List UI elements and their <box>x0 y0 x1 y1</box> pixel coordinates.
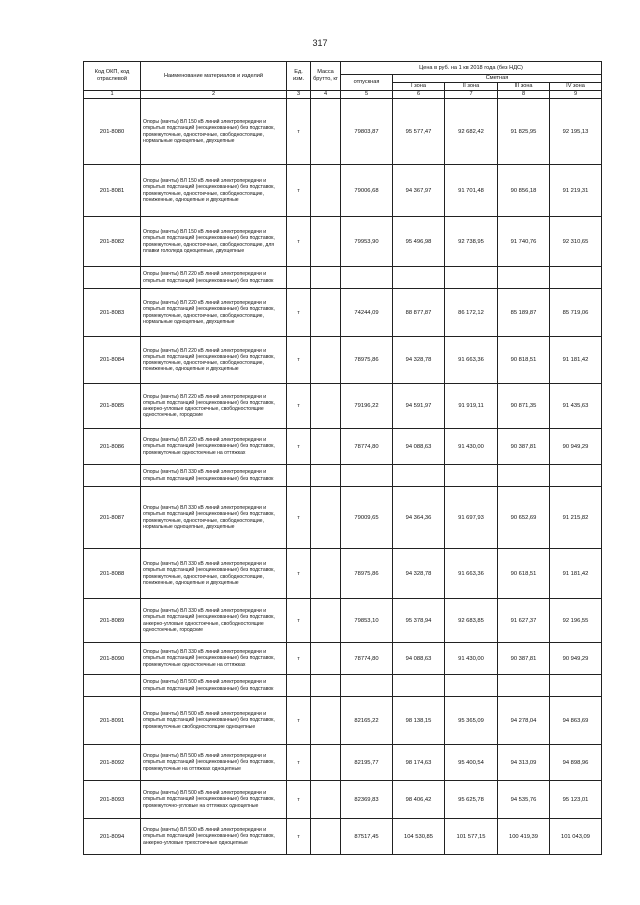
row-name: Опоры (мачты) ВЛ 220 кВ линий электропередачи и открытых подстанций (неоцинкованные) без подставок, промежуточные, одностоечные, свободностоящие, нормальные одноцепные, двухцепные <box>141 289 287 337</box>
row-unit <box>287 267 311 289</box>
row-zone-1-price <box>393 675 445 697</box>
row-zone-3-price: 90 818,51 <box>498 337 550 384</box>
row-name: Опоры (мачты) ВЛ 330 кВ линий электропередачи и открытых подстанций (неоцинкованные) без подставок, промежуточные, одностоечные, свободностоящие, нормальные одноцепные, двухцепные <box>141 487 287 549</box>
header-release: отпускная <box>341 75 393 91</box>
row-mass <box>311 465 341 487</box>
row-zone-4-price <box>550 267 602 289</box>
row-code <box>84 465 141 487</box>
row-unit: т <box>287 429 311 465</box>
row-unit: т <box>287 549 311 599</box>
row-name: Опоры (мачты) ВЛ 330 кВ линий электропередачи и открытых подстанций (неоцинкованные) без подставок <box>141 465 287 487</box>
column-number: 5 <box>341 91 393 99</box>
row-zone-1-price: 94 328,78 <box>393 549 445 599</box>
row-code: 201-8087 <box>84 487 141 549</box>
row-unit: т <box>287 819 311 855</box>
row-zone-4-price: 95 123,01 <box>550 781 602 819</box>
row-unit: т <box>287 781 311 819</box>
table-row <box>84 781 602 819</box>
header-estimate: Сметная <box>393 75 602 83</box>
table-row <box>84 289 602 337</box>
row-release-price <box>341 675 393 697</box>
row-name: Опоры (мачты) ВЛ 150 кВ линий электропередачи и открытых подстанций (неоцинкованные) без подставок, промежуточные, одностоечные, свободностоящие, нормальные одноцепные, двухцепные <box>141 99 287 165</box>
row-name: Опоры (мачты) ВЛ 150 кВ линий электропередачи и открытых подстанций (неоцинкованные) без подставок, промежуточные, одностоечные, свободностоящие, для плавки гололеда одноцепные, двухцепные <box>141 217 287 267</box>
row-zone-1-price: 94 367,97 <box>393 165 445 217</box>
row-zone-4-price <box>550 465 602 487</box>
row-unit: т <box>287 289 311 337</box>
row-code: 201-8092 <box>84 745 141 781</box>
row-name: Опоры (мачты) ВЛ 330 кВ линий электропередачи и открытых подстанций (неоцинкованные) без подставок, промежуточные, одностоечные, свободностоящие, пониженные, одноцепные и двухцепные <box>141 549 287 599</box>
row-zone-2-price: 91 663,36 <box>445 549 498 599</box>
row-unit: т <box>287 99 311 165</box>
row-zone-3-price: 94 313,09 <box>498 745 550 781</box>
table-body <box>84 99 602 855</box>
row-mass <box>311 599 341 643</box>
row-zone-4-price: 91 435,63 <box>550 384 602 429</box>
row-name: Опоры (мачты) ВЛ 220 кВ линий электропередачи и открытых подстанций (неоцинкованные) без подставок, промежуточные одностоечные на оттяжках <box>141 429 287 465</box>
row-zone-1-price: 94 088,63 <box>393 429 445 465</box>
row-zone-2-price: 95 365,09 <box>445 697 498 745</box>
row-zone-1-price: 94 088,63 <box>393 643 445 675</box>
row-zone-2-price: 91 697,93 <box>445 487 498 549</box>
header-zone-1: I зона <box>393 83 445 91</box>
row-mass <box>311 165 341 217</box>
table-row <box>84 675 602 697</box>
price-table <box>83 61 602 855</box>
row-zone-2-price: 92 738,95 <box>445 217 498 267</box>
header-price-title: Цена в руб. на 1 кв 2018 года (без НДС) <box>341 62 602 75</box>
row-zone-2-price: 91 663,36 <box>445 337 498 384</box>
row-unit: т <box>287 217 311 267</box>
row-name: Опоры (мачты) ВЛ 500 кВ линий электропередачи и открытых подстанций (неоцинкованные) без подставок, промежуточные свободностоящие одноцепные <box>141 697 287 745</box>
column-number: 2 <box>141 91 287 99</box>
row-zone-1-price: 94 328,78 <box>393 337 445 384</box>
row-mass <box>311 337 341 384</box>
row-code: 201-8089 <box>84 599 141 643</box>
row-zone-1-price: 94 591,97 <box>393 384 445 429</box>
row-release-price: 79853,10 <box>341 599 393 643</box>
row-release-price: 79196,22 <box>341 384 393 429</box>
row-zone-2-price: 91 430,00 <box>445 429 498 465</box>
table-row <box>84 217 602 267</box>
row-zone-4-price: 92 195,13 <box>550 99 602 165</box>
row-name: Опоры (мачты) ВЛ 330 кВ линий электропередачи и открытых подстанций (неоцинкованные) без подставок, промежуточные одностоечные на оттяжках <box>141 643 287 675</box>
header-zone-3: III зона <box>498 83 550 91</box>
row-zone-3-price: 94 278,04 <box>498 697 550 745</box>
row-unit <box>287 465 311 487</box>
row-unit: т <box>287 165 311 217</box>
row-name: Опоры (мачты) ВЛ 500 кВ линий электропередачи и открытых подстанций (неоцинкованные) без подставок, промежуточно-угловые на оттяжках одноцепные <box>141 781 287 819</box>
row-zone-3-price: 100 419,39 <box>498 819 550 855</box>
row-code <box>84 675 141 697</box>
row-zone-3-price <box>498 267 550 289</box>
row-mass <box>311 487 341 549</box>
row-mass <box>311 643 341 675</box>
row-mass <box>311 549 341 599</box>
row-zone-2-price: 95 625,78 <box>445 781 498 819</box>
row-unit: т <box>287 697 311 745</box>
row-release-price: 78774,80 <box>341 429 393 465</box>
row-zone-4-price: 91 181,42 <box>550 337 602 384</box>
row-release-price: 78975,86 <box>341 337 393 384</box>
row-zone-1-price <box>393 267 445 289</box>
table-row <box>84 819 602 855</box>
row-release-price: 74244,09 <box>341 289 393 337</box>
row-release-price: 82165,22 <box>341 697 393 745</box>
row-release-price: 87517,45 <box>341 819 393 855</box>
row-zone-2-price <box>445 675 498 697</box>
row-code: 201-8093 <box>84 781 141 819</box>
row-release-price: 79803,87 <box>341 99 393 165</box>
row-zone-3-price: 90 387,81 <box>498 429 550 465</box>
row-zone-3-price: 91 627,37 <box>498 599 550 643</box>
row-mass <box>311 675 341 697</box>
header-code: Код ОКП, код отраслевой <box>84 62 141 91</box>
column-number: 6 <box>393 91 445 99</box>
row-code: 201-8083 <box>84 289 141 337</box>
row-code <box>84 267 141 289</box>
row-zone-4-price: 94 898,96 <box>550 745 602 781</box>
row-zone-4-price: 94 863,69 <box>550 697 602 745</box>
row-zone-1-price: 95 496,98 <box>393 217 445 267</box>
row-unit: т <box>287 599 311 643</box>
row-code: 201-8090 <box>84 643 141 675</box>
row-zone-3-price: 90 871,35 <box>498 384 550 429</box>
row-name: Опоры (мачты) ВЛ 220 кВ линий электропередачи и открытых подстанций (неоцинкованные) без подставок, анкерно-угловые одностоечные, свободностоящие одностоечные, городские <box>141 384 287 429</box>
row-zone-3-price: 90 856,18 <box>498 165 550 217</box>
row-zone-2-price: 92 683,85 <box>445 599 498 643</box>
column-number: 3 <box>287 91 311 99</box>
row-code: 201-8088 <box>84 549 141 599</box>
row-zone-4-price: 91 215,82 <box>550 487 602 549</box>
table-row <box>84 487 602 549</box>
row-code: 201-8081 <box>84 165 141 217</box>
row-zone-1-price: 104 530,85 <box>393 819 445 855</box>
row-release-price: 78774,80 <box>341 643 393 675</box>
row-release-price: 79009,65 <box>341 487 393 549</box>
row-mass <box>311 289 341 337</box>
row-release-price: 82195,77 <box>341 745 393 781</box>
row-zone-2-price: 92 682,42 <box>445 99 498 165</box>
row-mass <box>311 267 341 289</box>
row-zone-4-price: 92 310,65 <box>550 217 602 267</box>
row-zone-4-price <box>550 675 602 697</box>
row-zone-1-price <box>393 465 445 487</box>
row-zone-1-price: 95 577,47 <box>393 99 445 165</box>
row-mass <box>311 384 341 429</box>
row-name: Опоры (мачты) ВЛ 220 кВ линий электропередачи и открытых подстанций (неоцинкованные) без подставок, промежуточные, одностоечные, свободностоящие, пониженные, одноцепные и двухцепные <box>141 337 287 384</box>
table-row <box>84 337 602 384</box>
row-zone-1-price: 88 877,87 <box>393 289 445 337</box>
row-zone-2-price: 101 577,15 <box>445 819 498 855</box>
row-mass <box>311 217 341 267</box>
column-number: 7 <box>445 91 498 99</box>
row-release-price: 79953,90 <box>341 217 393 267</box>
row-zone-3-price: 90 652,69 <box>498 487 550 549</box>
table-row <box>84 643 602 675</box>
row-code: 201-8091 <box>84 697 141 745</box>
row-zone-3-price: 85 189,87 <box>498 289 550 337</box>
row-zone-3-price: 90 387,81 <box>498 643 550 675</box>
row-zone-4-price: 90 949,29 <box>550 643 602 675</box>
row-unit: т <box>287 487 311 549</box>
row-name: Опоры (мачты) ВЛ 220 кВ линий электропередачи и открытых подстанций (неоцинкованные) без подставок <box>141 267 287 289</box>
header-zone-4: IV зона <box>550 83 602 91</box>
row-zone-3-price: 91 740,76 <box>498 217 550 267</box>
row-zone-4-price: 90 949,29 <box>550 429 602 465</box>
row-name: Опоры (мачты) ВЛ 500 кВ линий электропередачи и открытых подстанций (неоцинкованные) без подставок <box>141 675 287 697</box>
table-row <box>84 745 602 781</box>
row-code: 201-8082 <box>84 217 141 267</box>
row-code: 201-8080 <box>84 99 141 165</box>
row-zone-3-price <box>498 675 550 697</box>
column-numbers-row <box>84 91 602 99</box>
row-unit <box>287 675 311 697</box>
row-zone-1-price: 98 406,42 <box>393 781 445 819</box>
row-zone-1-price: 98 138,15 <box>393 697 445 745</box>
row-zone-1-price: 94 364,36 <box>393 487 445 549</box>
row-zone-3-price <box>498 465 550 487</box>
row-code: 201-8094 <box>84 819 141 855</box>
row-mass <box>311 429 341 465</box>
row-zone-4-price: 85 719,06 <box>550 289 602 337</box>
row-release-price: 79006,68 <box>341 165 393 217</box>
row-zone-4-price: 92 196,55 <box>550 599 602 643</box>
row-unit: т <box>287 745 311 781</box>
row-zone-2-price: 91 919,11 <box>445 384 498 429</box>
row-zone-4-price: 91 219,31 <box>550 165 602 217</box>
header-mass: Масса брутто, кг <box>311 62 341 91</box>
row-zone-2-price: 91 701,48 <box>445 165 498 217</box>
column-number: 4 <box>311 91 341 99</box>
row-release-price: 78975,86 <box>341 549 393 599</box>
row-zone-3-price: 90 618,51 <box>498 549 550 599</box>
row-zone-2-price: 91 430,00 <box>445 643 498 675</box>
row-name: Опоры (мачты) ВЛ 150 кВ линий электропередачи и открытых подстанций (неоцинкованные) без подставок, промежуточные, одностоечные, свободностоящие, пониженные, одноцепные и двухцепные <box>141 165 287 217</box>
row-zone-3-price: 91 825,95 <box>498 99 550 165</box>
table-row <box>84 549 602 599</box>
column-number: 1 <box>84 91 141 99</box>
row-name: Опоры (мачты) ВЛ 500 кВ линий электропередачи и открытых подстанций (неоцинкованные) без подставок, промежуточные на оттяжках одноцепные <box>141 745 287 781</box>
header-zone-2: II зона <box>445 83 498 91</box>
row-zone-1-price: 95 378,94 <box>393 599 445 643</box>
row-name: Опоры (мачты) ВЛ 330 кВ линий электропередачи и открытых подстанций (неоцинкованные) без подставок, анкерно-угловые одностоечные, свободностоящие одностоечные, городские <box>141 599 287 643</box>
header-unit: Ед. изм. <box>287 62 311 91</box>
table-row <box>84 267 602 289</box>
row-zone-2-price: 86 172,12 <box>445 289 498 337</box>
table-row <box>84 697 602 745</box>
row-name: Опоры (мачты) ВЛ 500 кВ линий электропередачи и открытых подстанций (неоцинкованные) без подставок, анкерно-угловые трехстоечные одноцепные <box>141 819 287 855</box>
row-zone-2-price <box>445 465 498 487</box>
row-unit: т <box>287 384 311 429</box>
row-code: 201-8086 <box>84 429 141 465</box>
page-number: 317 <box>312 38 328 48</box>
row-mass <box>311 819 341 855</box>
row-mass <box>311 99 341 165</box>
table-row <box>84 429 602 465</box>
row-zone-1-price: 98 174,63 <box>393 745 445 781</box>
row-unit: т <box>287 643 311 675</box>
row-release-price: 82369,83 <box>341 781 393 819</box>
row-zone-2-price: 95 400,54 <box>445 745 498 781</box>
row-zone-2-price <box>445 267 498 289</box>
table-row <box>84 165 602 217</box>
row-zone-3-price: 94 535,76 <box>498 781 550 819</box>
row-code: 201-8085 <box>84 384 141 429</box>
table-row <box>84 465 602 487</box>
row-release-price <box>341 267 393 289</box>
table-row <box>84 599 602 643</box>
column-number: 8 <box>498 91 550 99</box>
row-mass <box>311 781 341 819</box>
table-row <box>84 99 602 165</box>
column-number: 9 <box>550 91 602 99</box>
row-zone-4-price: 91 181,42 <box>550 549 602 599</box>
row-mass <box>311 745 341 781</box>
row-release-price <box>341 465 393 487</box>
row-unit: т <box>287 337 311 384</box>
row-mass <box>311 697 341 745</box>
table-row <box>84 384 602 429</box>
row-code: 201-8084 <box>84 337 141 384</box>
row-zone-4-price: 101 043,09 <box>550 819 602 855</box>
header-name: Наименование материалов и изделий <box>141 62 287 91</box>
